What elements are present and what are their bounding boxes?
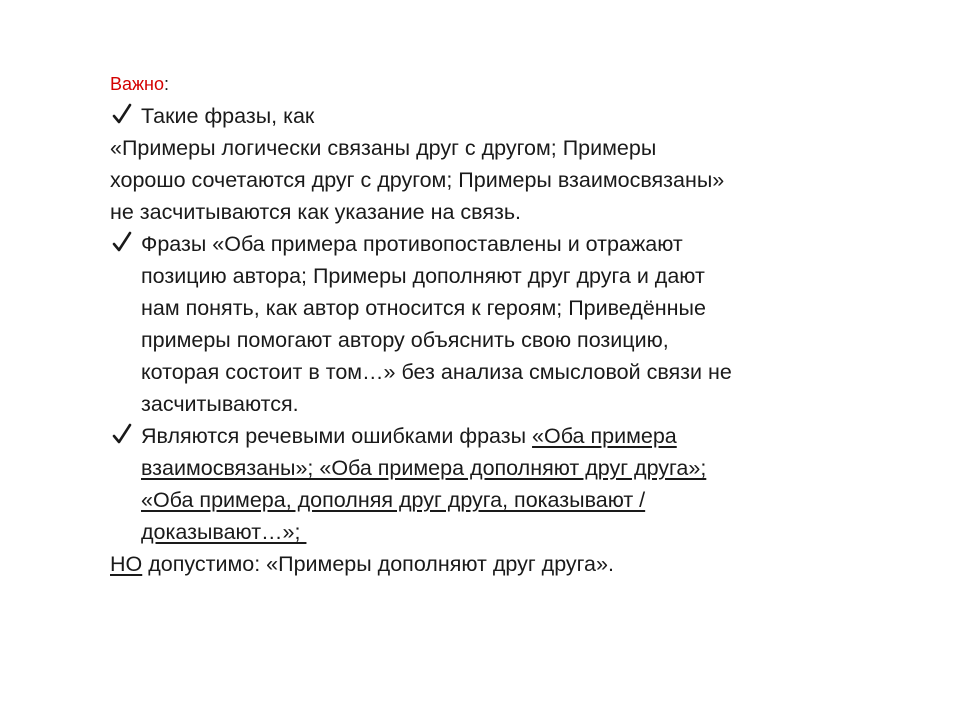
- heading-colon: :: [164, 74, 170, 94]
- final-note: [110, 548, 830, 580]
- bullet-2-line-1: Фразы «Оба примера противопоставлены и отражают: [141, 232, 683, 256]
- slide-heading: [110, 68, 830, 100]
- bullet-3-line-1: [141, 420, 830, 452]
- bullet-1-lead: Такие фразы, как: [141, 104, 315, 128]
- bullet-1-line-3: хорошо сочетаются друг с другом; Примеры взаимосвязаны»: [110, 168, 725, 192]
- bullet-2-line-6: засчитываются.: [141, 392, 299, 416]
- bullet-item-3: [110, 420, 830, 548]
- checkmark-icon: [112, 420, 132, 448]
- bullet-3-underlined-2: взаимосвязаны»; «Оба примера дополняют друг друга»;: [141, 456, 707, 480]
- heading-label: Важно: [110, 74, 165, 94]
- bullet-item-2: [110, 228, 830, 420]
- final-rest: допустимо: «Примеры дополняют друг друга».: [142, 552, 614, 576]
- bullet-2-line-3: нам понять, как автор относится к героям; Приведённые: [141, 296, 706, 320]
- bullet-3-underlined-1: «Оба примера: [532, 424, 677, 448]
- checkmark-icon: [112, 228, 132, 256]
- checkmark-icon: [112, 100, 132, 128]
- slide-content: [110, 68, 830, 580]
- bullet-2-line-2: позицию автора; Примеры дополняют друг друга и дают: [141, 264, 705, 288]
- bullet-1-line-4: не засчитываются как указание на связь.: [110, 200, 521, 224]
- final-but: НО: [110, 552, 143, 576]
- bullet-1-line-2: «Примеры логически связаны друг с другом; Примеры: [110, 136, 657, 160]
- bullet-2-line-5: которая состоит в том…» без анализа смысловой связи не: [141, 360, 732, 384]
- bullet-item-1: [110, 100, 830, 228]
- bullet-3-underlined-4: доказывают…»;: [141, 520, 307, 544]
- bullet-3-underlined-3: «Оба примера, дополняя друг друга, показывают /: [141, 488, 646, 512]
- bullet-2-line-4: примеры помогают автору объяснить свою позицию,: [141, 328, 669, 352]
- bullet-3-plain-text: Являются речевыми ошибками фразы: [141, 424, 533, 448]
